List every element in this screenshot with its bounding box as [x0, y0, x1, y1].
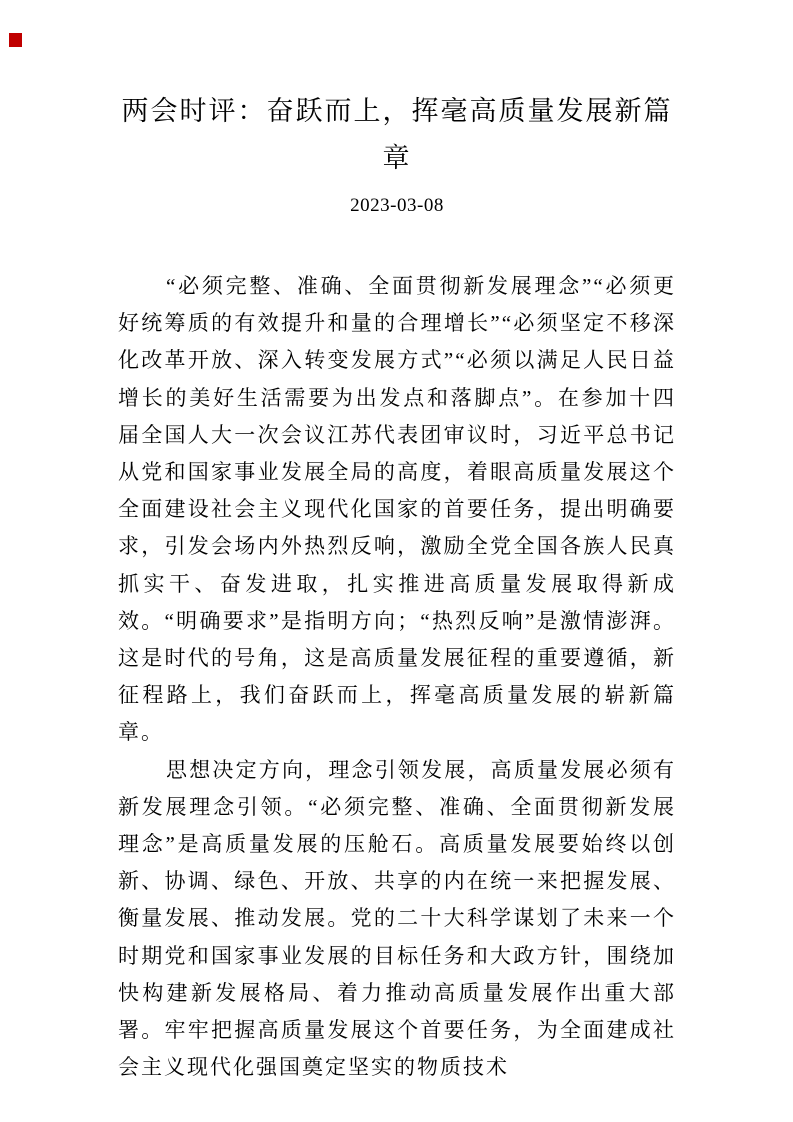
document-content: [118, 0, 676, 1086]
article-body: [118, 268, 676, 1086]
paragraph: 思想决定方向，理念引领发展，高质量发展必须有新发展理念引领。“必须完整、准确、全面贯彻新发展理念”是高质量发展的压舱石。高质量发展要始终以创新、协调、绿色、开放、共享的内在统一来把握发展、衡量发展、推动发展。党的二十大科学谋划了未来一个时期党和国家事业发展的目标任务和大政方针，围绕加快构建新发展格局、着力推动高质量发展作出重大部署。牢牢把握高质量发展这个首要任务，为全面建成社会主义现代化强国奠定坚实的物质技术: [118, 757, 676, 1080]
paragraph: “必须完整、准确、全面贯彻新发展理念”“必须更好统筹质的有效提升和量的合理增长”“必须坚定不移深化改革开放、深入转变发展方式”“必须以满足人民日益增长的美好生活需要为出发点和落脚点”。在参加十四届全国人大一次会议江苏代表团审议时，习近平总书记从党和国家事业发展全局的高度，着眼高质量发展这个全面建设社会主义现代化国家的首要任务，提出明确要求，引发会场内外热烈反响，激励全党全国各族人民真抓实干、奋发进取，扎实推进高质量发展取得新成效。“明确要求”是指明方向；“热烈反响”是激情澎湃。这是时代的号角，这是高质量发展征程的重要遵循，新征程路上，我们奋跃而上，挥毫高质量发展的崭新篇章。: [118, 274, 676, 745]
red-marker-icon: [9, 33, 22, 47]
article-date: 2023-03-08: [350, 195, 444, 216]
article-title: 两会时评：奋跃而上，挥毫高质量发展新篇章: [121, 96, 673, 173]
